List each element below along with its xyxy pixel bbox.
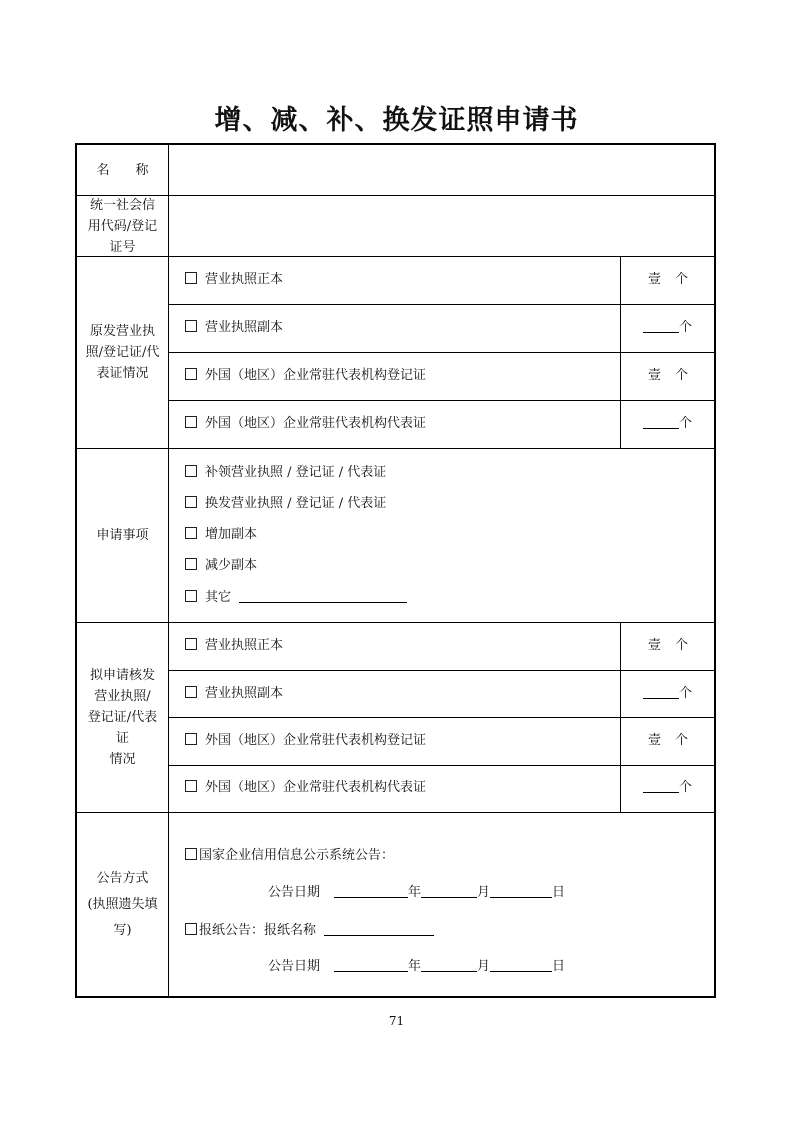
checkbox[interactable] xyxy=(185,272,197,284)
credit-code-label: 统一社会信 用代码/登记 证号 xyxy=(87,197,158,255)
checkbox[interactable] xyxy=(185,496,197,508)
proposed-count-2[interactable]: 个 xyxy=(643,685,692,703)
newspaper-announcement-date: 公告日期 年 月 日 xyxy=(268,959,566,974)
application-items-label: 申请事项 xyxy=(96,528,149,543)
proposed-count-3: 壹 个 xyxy=(647,733,689,748)
count-blank[interactable] xyxy=(643,320,679,333)
checkbox[interactable] xyxy=(185,780,197,792)
month-blank[interactable] xyxy=(421,959,477,972)
original-license-label: 原发营业执 照/登记证/代 表证情况 xyxy=(85,324,160,381)
day-blank[interactable] xyxy=(490,885,552,898)
application-option-reduce-copy[interactable]: 减少副本 xyxy=(185,557,257,575)
row-divider xyxy=(168,352,715,353)
original-count-3: 壹 个 xyxy=(647,368,689,383)
checkbox[interactable] xyxy=(185,416,197,428)
checkbox[interactable] xyxy=(185,686,197,698)
page-number: 71 xyxy=(388,1014,405,1028)
checkbox[interactable] xyxy=(185,368,197,380)
checkbox[interactable] xyxy=(185,923,197,935)
row-divider xyxy=(77,448,715,449)
checkbox[interactable] xyxy=(185,527,197,539)
day-blank[interactable] xyxy=(490,959,552,972)
checkbox[interactable] xyxy=(185,590,197,602)
form-title: 增、减、补、换发证照申请书 xyxy=(214,105,579,136)
row-divider xyxy=(77,812,715,813)
application-option-add-copy[interactable]: 增加副本 xyxy=(185,526,257,544)
announcement-option-newspaper[interactable]: 报纸公告：报纸名称 xyxy=(185,922,434,940)
proposed-item-3[interactable]: 外国（地区）企业常驻代表机构登记证 xyxy=(185,732,426,750)
other-blank[interactable] xyxy=(239,590,407,603)
checkbox[interactable] xyxy=(185,638,197,650)
row-divider xyxy=(77,195,715,196)
proposed-item-4[interactable]: 外国（地区）企业常驻代表机构代表证 xyxy=(185,779,426,797)
system-announcement-date: 公告日期 年 月 日 xyxy=(268,885,566,900)
year-blank[interactable] xyxy=(334,885,408,898)
original-count-2[interactable]: 个 xyxy=(643,319,692,337)
count-blank[interactable] xyxy=(643,686,679,699)
checkbox[interactable] xyxy=(185,733,197,745)
proposed-item-2[interactable]: 营业执照副本 xyxy=(185,685,283,703)
checkbox[interactable] xyxy=(185,558,197,570)
newspaper-name-blank[interactable] xyxy=(324,923,434,936)
month-blank[interactable] xyxy=(421,885,477,898)
original-item-3[interactable]: 外国（地区）企业常驻代表机构登记证 xyxy=(185,367,426,385)
count-blank[interactable] xyxy=(643,416,679,429)
row-divider xyxy=(168,304,715,305)
proposed-license-label: 拟申请核发 营业执照/ 登记证/代表 证 情况 xyxy=(87,668,158,767)
original-item-4[interactable]: 外国（地区）企业常驻代表机构代表证 xyxy=(185,415,426,433)
announcement-option-system[interactable]: 国家企业信用信息公示系统公告： xyxy=(185,847,394,865)
proposed-count-1: 壹 个 xyxy=(647,638,689,653)
row-divider xyxy=(168,717,715,718)
row-divider xyxy=(168,400,715,401)
count-blank[interactable] xyxy=(643,780,679,793)
year-blank[interactable] xyxy=(334,959,408,972)
announcement-method-label: 公告方式 (执照遗失填 写) xyxy=(87,870,158,938)
checkbox[interactable] xyxy=(185,465,197,477)
name-label: 名 称 xyxy=(96,162,149,178)
original-item-2[interactable]: 营业执照副本 xyxy=(185,319,283,337)
application-option-other[interactable]: 其它 xyxy=(185,589,407,607)
proposed-count-4[interactable]: 个 xyxy=(643,779,692,797)
row-divider xyxy=(168,670,715,671)
original-item-1[interactable]: 营业执照正本 xyxy=(185,271,283,289)
application-option-renew[interactable]: 换发营业执照 / 登记证 / 代表证 xyxy=(185,495,386,513)
row-divider xyxy=(168,765,715,766)
proposed-item-1[interactable]: 营业执照正本 xyxy=(185,637,283,655)
original-count-4[interactable]: 个 xyxy=(643,415,692,433)
checkbox[interactable] xyxy=(185,320,197,332)
checkbox[interactable] xyxy=(185,848,197,860)
column-divider xyxy=(168,145,169,996)
original-count-1: 壹 个 xyxy=(647,272,689,287)
application-option-replace-lost[interactable]: 补领营业执照 / 登记证 / 代表证 xyxy=(185,464,386,482)
